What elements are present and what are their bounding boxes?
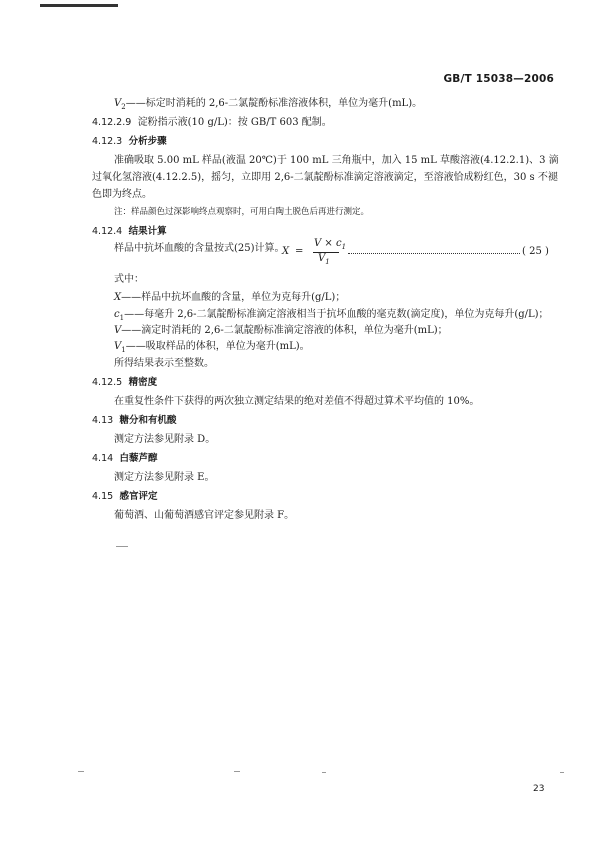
- subscript: 1: [119, 314, 125, 322]
- clause-heading: 感官评定: [119, 491, 158, 502]
- symbol: X: [114, 292, 122, 303]
- dot-leader: [348, 245, 520, 254]
- var-v1-definition: [114, 340, 310, 357]
- denominator-text: V: [318, 253, 326, 264]
- symbol: V: [114, 325, 122, 336]
- clause-number: 4.13: [92, 415, 114, 426]
- var-v-definition: [114, 324, 448, 337]
- clause-heading: 分析步骤: [128, 136, 167, 147]
- equation-25: [282, 238, 557, 268]
- var-c1-definition: [114, 308, 549, 325]
- clause-4-15-heading: [92, 490, 158, 503]
- top-rule: [40, 4, 118, 7]
- paragraph-line: 葡萄酒、山葡萄酒感官评定参见附录 F。: [114, 510, 295, 521]
- symbol: V: [114, 341, 122, 352]
- paragraph-line: 所得结果表示至整数。: [114, 358, 214, 369]
- clause-heading: 糖分和有机酸: [119, 415, 177, 426]
- clause-4-12-5-heading: [92, 376, 157, 389]
- paragraph-line: 过氧化氢溶液(4.12.2.5)，摇匀，立即用 2,6-二氯靛酚标准滴定溶液滴定，至溶液恰成粉红色，30 s 不褪: [92, 172, 558, 183]
- definition-text: ——滴定时消耗的 2,6-二氯靛酚标准滴定溶液的体积，单位为毫升(mL)；: [121, 325, 448, 336]
- paragraph-line: 测定方法参见附录 D。: [114, 434, 216, 445]
- numerator-subscript: 1: [341, 243, 347, 251]
- var-v2-definition: [114, 97, 422, 114]
- paragraph-line: 色即为终点。: [92, 189, 152, 200]
- denominator-subscript: 1: [325, 258, 330, 266]
- paragraph-line: 在重复性条件下获得的两次独立测定结果的绝对差值不得超过算术平均值的 10%。: [114, 396, 480, 407]
- clause-4-12-2-9: [92, 116, 332, 129]
- definition-text: ——每毫升 2,6-二氯靛酚标准滴定溶液相当于抗坏血酸的毫克数(滴定度)，单位为克每升(g/L)；: [124, 309, 549, 320]
- clause-4-12-4-heading: [92, 225, 167, 238]
- standard-code: GB/T 15038—2006: [443, 73, 554, 85]
- definition-text: ——吸取样品的体积，单位为毫升(mL)。: [125, 341, 310, 352]
- subscript: 1: [121, 346, 126, 354]
- numerator-text: V × c: [314, 238, 342, 249]
- clause-number: 4.12.3: [92, 136, 123, 147]
- clause-4-13-heading: [92, 414, 177, 427]
- paragraph-line: 准确吸取 5.00 mL 样品(液温 20℃)于 100 mL 三角瓶中，加入 15 mL 草酸溶液(4.12.2.1)、3 滴: [114, 155, 559, 166]
- formula-lhs: X: [282, 246, 290, 257]
- definition-text: ——标定时消耗的 2,6-二氯靛酚标准溶液体积，单位为毫升(mL)。: [125, 98, 423, 109]
- clause-heading: 白藜芦醇: [119, 453, 158, 464]
- clause-4-14-heading: [92, 452, 158, 465]
- clause-4-12-3-heading: [92, 135, 167, 148]
- formula-denominator: [318, 253, 330, 266]
- scan-speck: [560, 772, 564, 773]
- clause-number: 4.14: [92, 453, 114, 464]
- clause-heading: 结果计算: [128, 226, 167, 237]
- clause-number: 4.12.2.9: [92, 117, 132, 128]
- paragraph-line: 样品中抗坏血酸的含量按式(25)计算。: [114, 243, 285, 254]
- where-label: 式中：: [114, 274, 144, 285]
- scan-speck: [116, 546, 128, 547]
- symbol: c: [114, 309, 120, 320]
- scan-speck: [234, 771, 240, 772]
- symbol: V: [114, 98, 122, 109]
- scan-speck: [78, 771, 84, 772]
- paragraph-line: 测定方法参见附录 E。: [114, 472, 215, 483]
- formula-equals: =: [295, 246, 304, 257]
- clause-text: 淀粉指示液(10 g/L)：按 GB/T 603 配制。: [137, 117, 332, 128]
- clause-number: 4.12.4: [92, 226, 123, 237]
- formula-numerator: [314, 238, 346, 251]
- subscript: 2: [121, 103, 126, 111]
- equation-number: ( 25 ): [522, 246, 549, 257]
- page-number: 23: [533, 784, 545, 794]
- clause-number: 4.15: [92, 491, 114, 502]
- note-text: 注：样品颜色过深影响终点观察时，可用白陶土脱色后再进行测定。: [114, 207, 370, 217]
- clause-number: 4.12.5: [92, 377, 123, 388]
- definition-text: ——样品中抗坏血酸的含量，单位为克每升(g/L)；: [121, 292, 346, 303]
- clause-heading: 精密度: [128, 377, 158, 388]
- scan-speck: [322, 772, 326, 773]
- var-x-definition: [114, 291, 345, 304]
